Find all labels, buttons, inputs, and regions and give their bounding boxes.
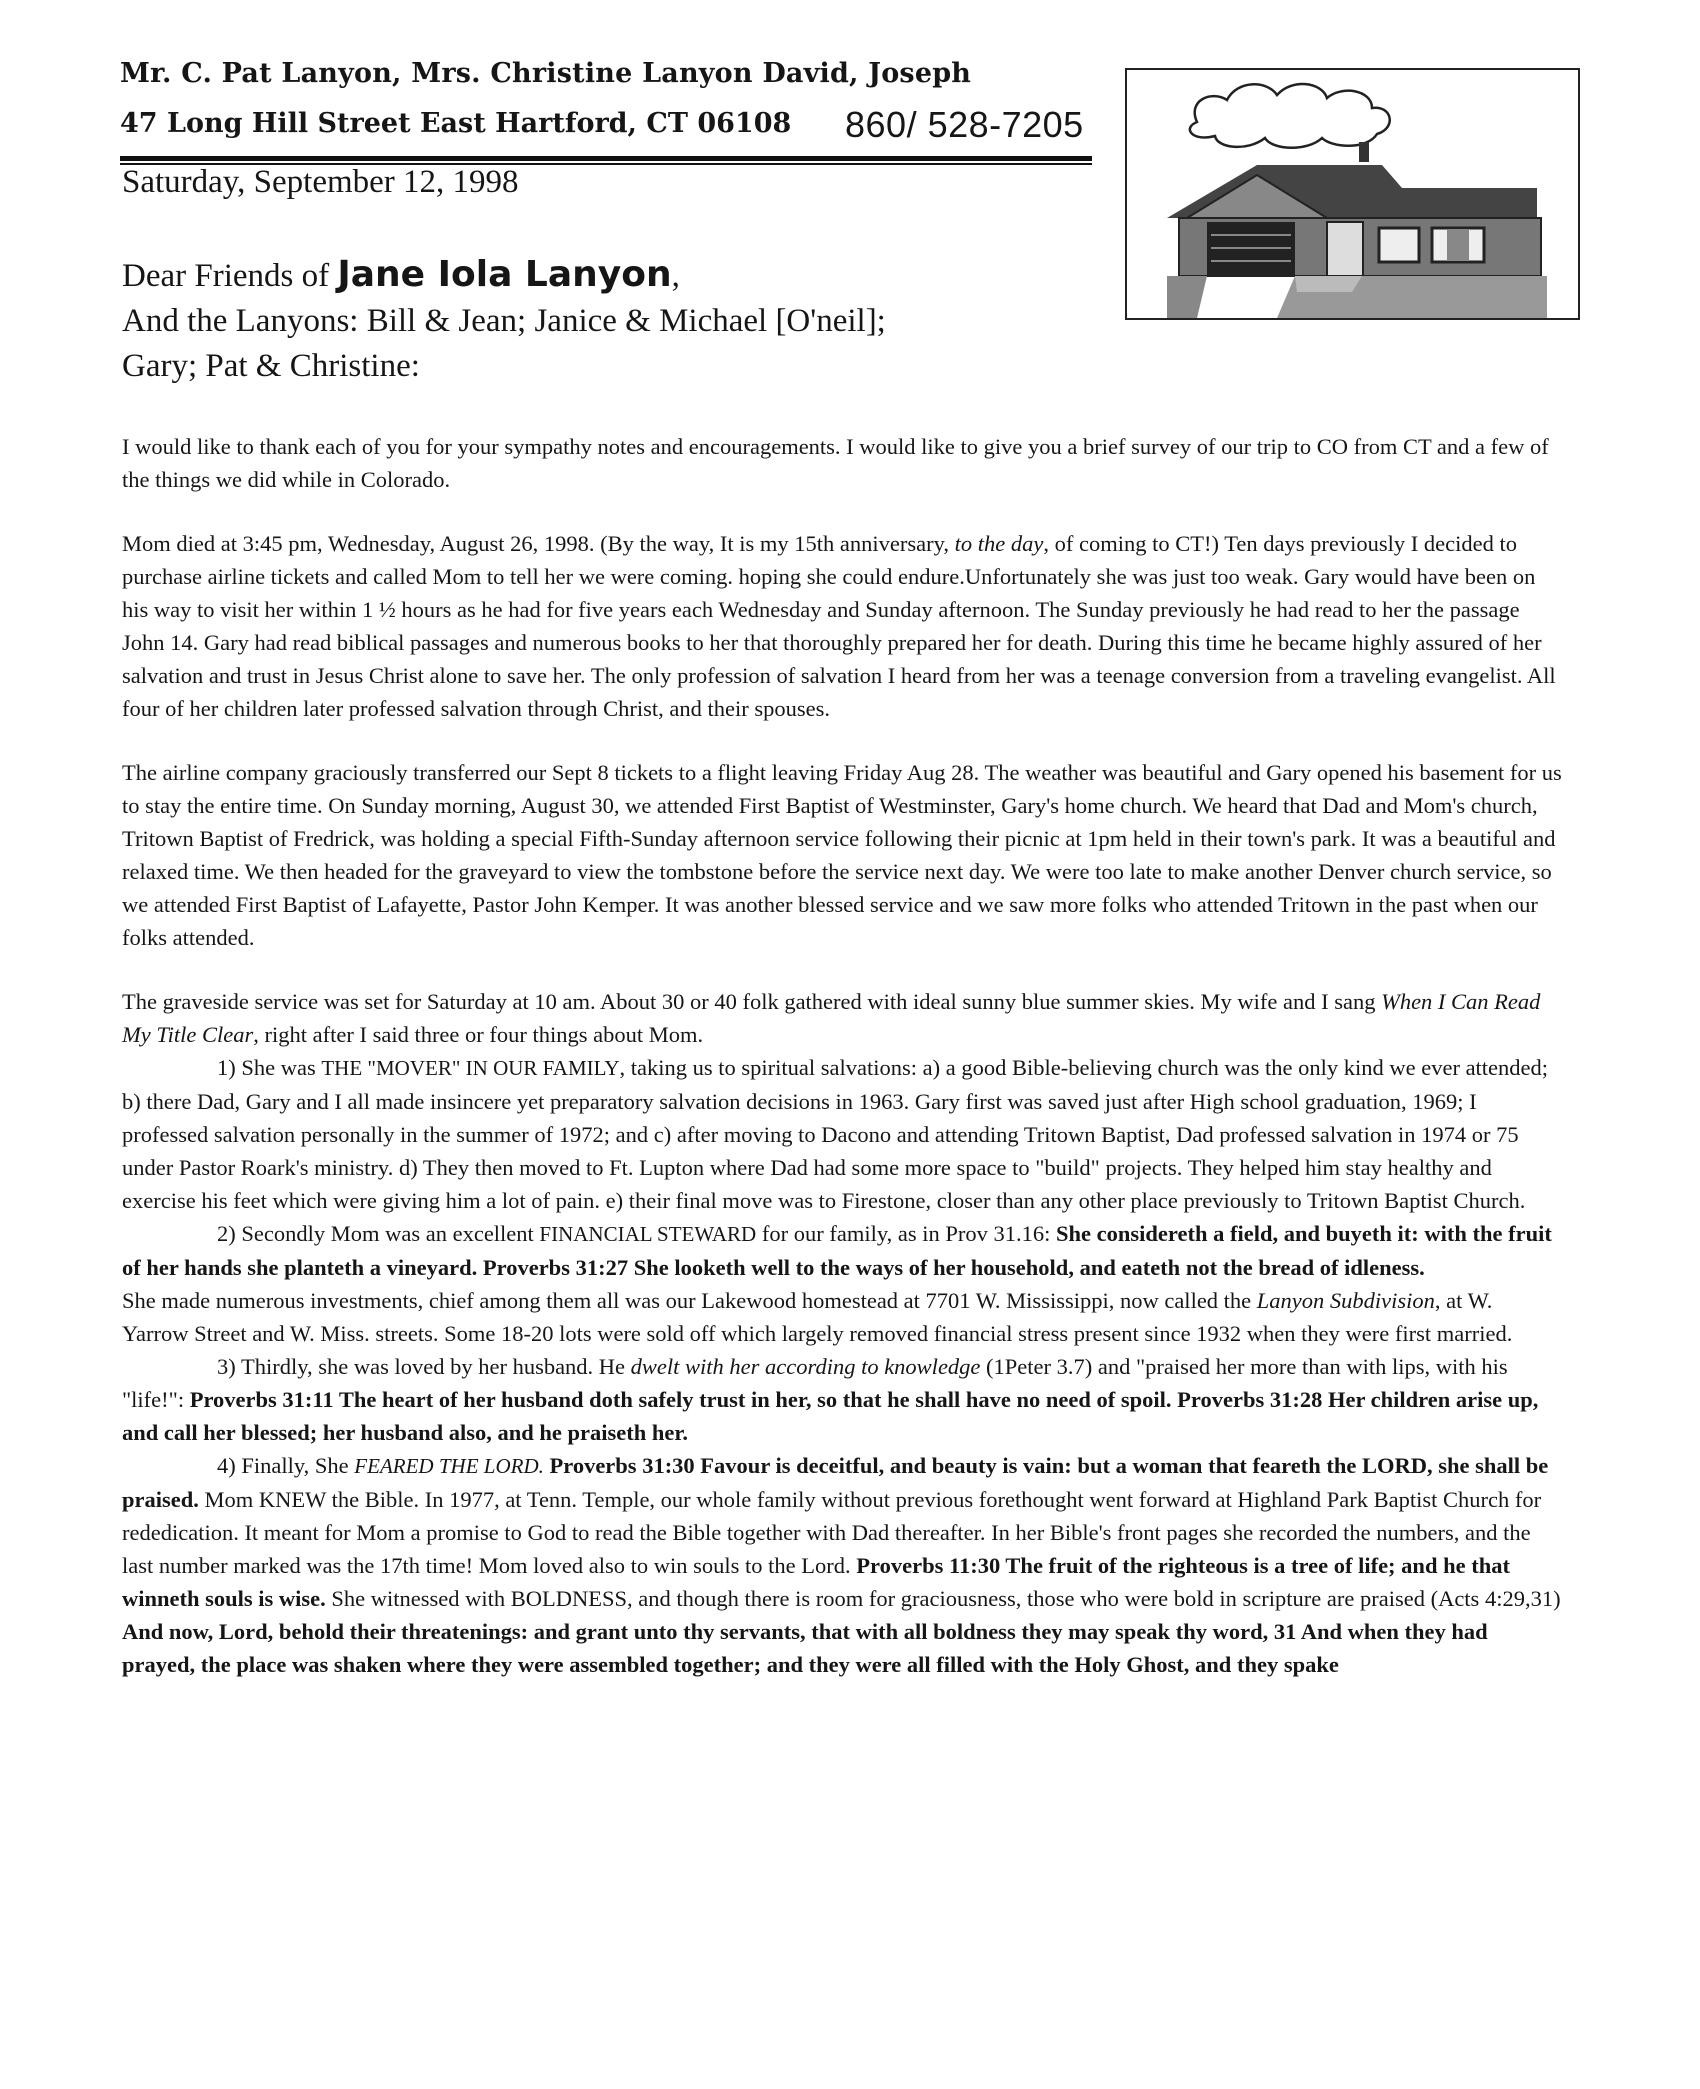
text-run: (1Peter 3.7) and "praised her more than with lips, with his "life!": <box>122 1354 1508 1412</box>
text-run: Mom died at 3:45 pm, Wednesday, August 26, 1998. (By the way, It is my 15th anniversary, <box>122 531 955 556</box>
text-run: The graveside service was set for Saturday at 10 am. About 30 or 40 folk gathered with ideal sunny blue summer skies. My wife and I sang <box>122 989 1382 1014</box>
text-run: She made numerous investments, chief among them all was our Lakewood homestead at 7701 W. Mississippi, now called the <box>122 1288 1257 1313</box>
salutation-prefix: Dear Friends of <box>122 258 338 294</box>
text-run: , of coming to CT!) Ten days previously I decided to purchase airline tickets and called Mom to tell her we were coming. hoping she could endure.Unfortunately she was just too weak. Gary would have been on his way to visit her within 1 ½ hours as he had for five years each Wednesday and Sunday afternoon. The Sunday previously he had read to her the passage John 14. Gary had read biblical passages and numerous books to her that thoroughly prepared her for death. During this time he became highly assured of her salvation and trust in Jesus Christ alone to save her. The only profession of salvation I heard from her was a teenage conversion from a traveling evangelist. All four of her children later professed salvation through Christ, and their spouses. <box>122 531 1556 721</box>
paragraph-investments <box>122 1284 1562 1350</box>
small-caps-heading: THE "MOVER" IN OUR FAMILY <box>321 1056 620 1080</box>
small-caps-heading: FINANCIAL STEWARD <box>539 1222 757 1246</box>
scripture-quote: She considereth a field, and buyeth it: with the fruit of her hands she planteth a vineyard. Proverbs 31:27 She looketh well to the ways of her household, and eateth not the bread of idleness. <box>122 1221 1552 1280</box>
salutation-line-1 <box>122 252 886 299</box>
text-run: 4) Finally, She <box>217 1453 355 1478</box>
text-run: She witnessed with BOLDNESS, and though there is room for graciousness, those who were bold in scripture are praised (Acts 4:29,31) <box>325 1586 1561 1611</box>
scripture-quote: Proverbs 11:30 The fruit of the righteous is a tree of life; and he that winneth souls is wise. <box>122 1553 1510 1611</box>
scripture-quote: And now, Lord, behold their threatenings: and grant unto thy servants, that with all boldness they may speak thy word, 31 And when they had prayed, the place was shaken where they were assembled together; and they were all filled with the Holy Ghost, and they spake <box>122 1619 1488 1677</box>
scripture-quote: Proverbs 31:11 The heart of her husband doth safely trust in her, so that he shall have no need of spoil. Proverbs 31:28 Her children arise up, and call her blessed; her husband also, and he praiseth her. <box>122 1387 1539 1445</box>
letterhead-names: Mr. C. Pat Lanyon, Mrs. Christine Lanyon David, Joseph <box>120 58 972 89</box>
house-icon <box>1127 70 1578 318</box>
house-logo <box>1125 68 1580 320</box>
paragraph-graveside <box>122 985 1562 1051</box>
letter-date: Saturday, September 12, 1998 <box>122 164 519 200</box>
text-run: , taking us to spiritual salvations: a) a good Bible-believing church was the only kind we ever attended; b) there Dad, Gary and I all made insincere yet preparatory salvation decisions in 1963. Gary first was saved just after High school graduation, 1969; I professed salvation personally in the summer of 1972; and c) after moving to Dacono and attending Tritown Baptist, Dad professed salvation in 1974 or 75 under Pastor Roark's ministry. d) They then moved to Ft. Lupton where Dad had some more space to "build" projects. They helped him stay healthy and exercise his feet which were giving him a lot of pain. e) their final move was to Firestone, closer than any other place previously to Tritown Baptist Church. <box>122 1055 1549 1213</box>
small-caps-heading: FEARED THE LORD. <box>354 1454 544 1478</box>
salutation-line-2: And the Lanyons: Bill & Jean; Janice & Michael [O'neil]; <box>122 303 886 339</box>
emphasis: to the day <box>954 531 1044 556</box>
deceased-name: Jane Iola Lanyon <box>337 254 672 295</box>
paragraph-trip: The airline company graciously transferred our Sept 8 tickets to a flight leaving Friday Aug 28. The weather was beautiful and Gary opened his basement for us to stay the entire time. On Sunday morning, August 30, we attended First Baptist of Westminster, Gary's home church. We heard that Dad and Mom's church, Tritown Baptist of Fredrick, was holding a special Fifth-Sunday afternoon service following their picnic at 1pm held in their town's park. It was a beautiful and relaxed time. We then headed for the graveyard to view the tombstone before the service next day. We were too late to make another Denver church service, so we attended First Baptist of Lafayette, Pastor John Kemper. It was another blessed service and we saw more folks who attended Tritown in the past when our folks attended. <box>122 760 1562 950</box>
point-3-loved <box>122 1350 1562 1449</box>
scripture-quote: Proverbs 31:30 Favour is deceitful, and beauty is vain: but a woman that feareth the LORD, she shall be praised. <box>122 1453 1549 1512</box>
point-1-mover <box>122 1051 1562 1217</box>
letterhead-phone: 860/ 528-7205 <box>845 104 1084 145</box>
emphasis: Lanyon Subdivision <box>1256 1288 1435 1313</box>
salutation-line-3: Gary; Pat & Christine: <box>122 348 420 384</box>
text-run: for our family, as in Prov 31.16: <box>756 1221 1056 1246</box>
letterhead-address-line <box>120 104 1090 145</box>
text-run: 2) Secondly Mom was an excellent <box>217 1221 540 1246</box>
letter-body <box>122 430 1562 1681</box>
emphasis: dwelt with her according to knowledge <box>630 1354 981 1379</box>
hymn-title: When I Can Read My Title Clear <box>122 989 1541 1047</box>
text-run: Mom KNEW the Bible. In 1977, at Tenn. Temple, our whole family without previous forethought went forward at Highland Park Baptist Church for rededication. It meant for Mom a promise to God to read the Bible together with Dad thereafter. In her Bible's front pages she recorded the numbers, and the last number marked was the 17th time! Mom loved also to win souls to the Lord. <box>122 1487 1542 1578</box>
text-run: 3) Thirdly, she was loved by her husband. He <box>217 1354 631 1379</box>
text-run: 1) She was <box>217 1055 322 1080</box>
text-run: , right after I said three or four things about Mom. <box>253 1022 704 1047</box>
paragraph-thanks: I would like to thank each of you for your sympathy notes and encouragements. I would like to give you a brief survey of our trip to CO from CT and a few of the things we did while in Colorado. <box>122 434 1549 492</box>
salutation-comma: , <box>671 258 680 294</box>
text-run: , at W. Yarrow Street and W. Miss. streets. Some 18-20 lots were sold off which largely removed financial stress present since 1932 when they were first married. <box>122 1288 1513 1346</box>
letterhead-address: 47 Long Hill Street East Hartford, CT 06108 <box>120 108 792 139</box>
paragraph-mom-died <box>122 527 1562 725</box>
point-4-feared-lord <box>122 1449 1562 1681</box>
point-2-steward <box>122 1217 1562 1284</box>
salutation <box>122 252 886 389</box>
